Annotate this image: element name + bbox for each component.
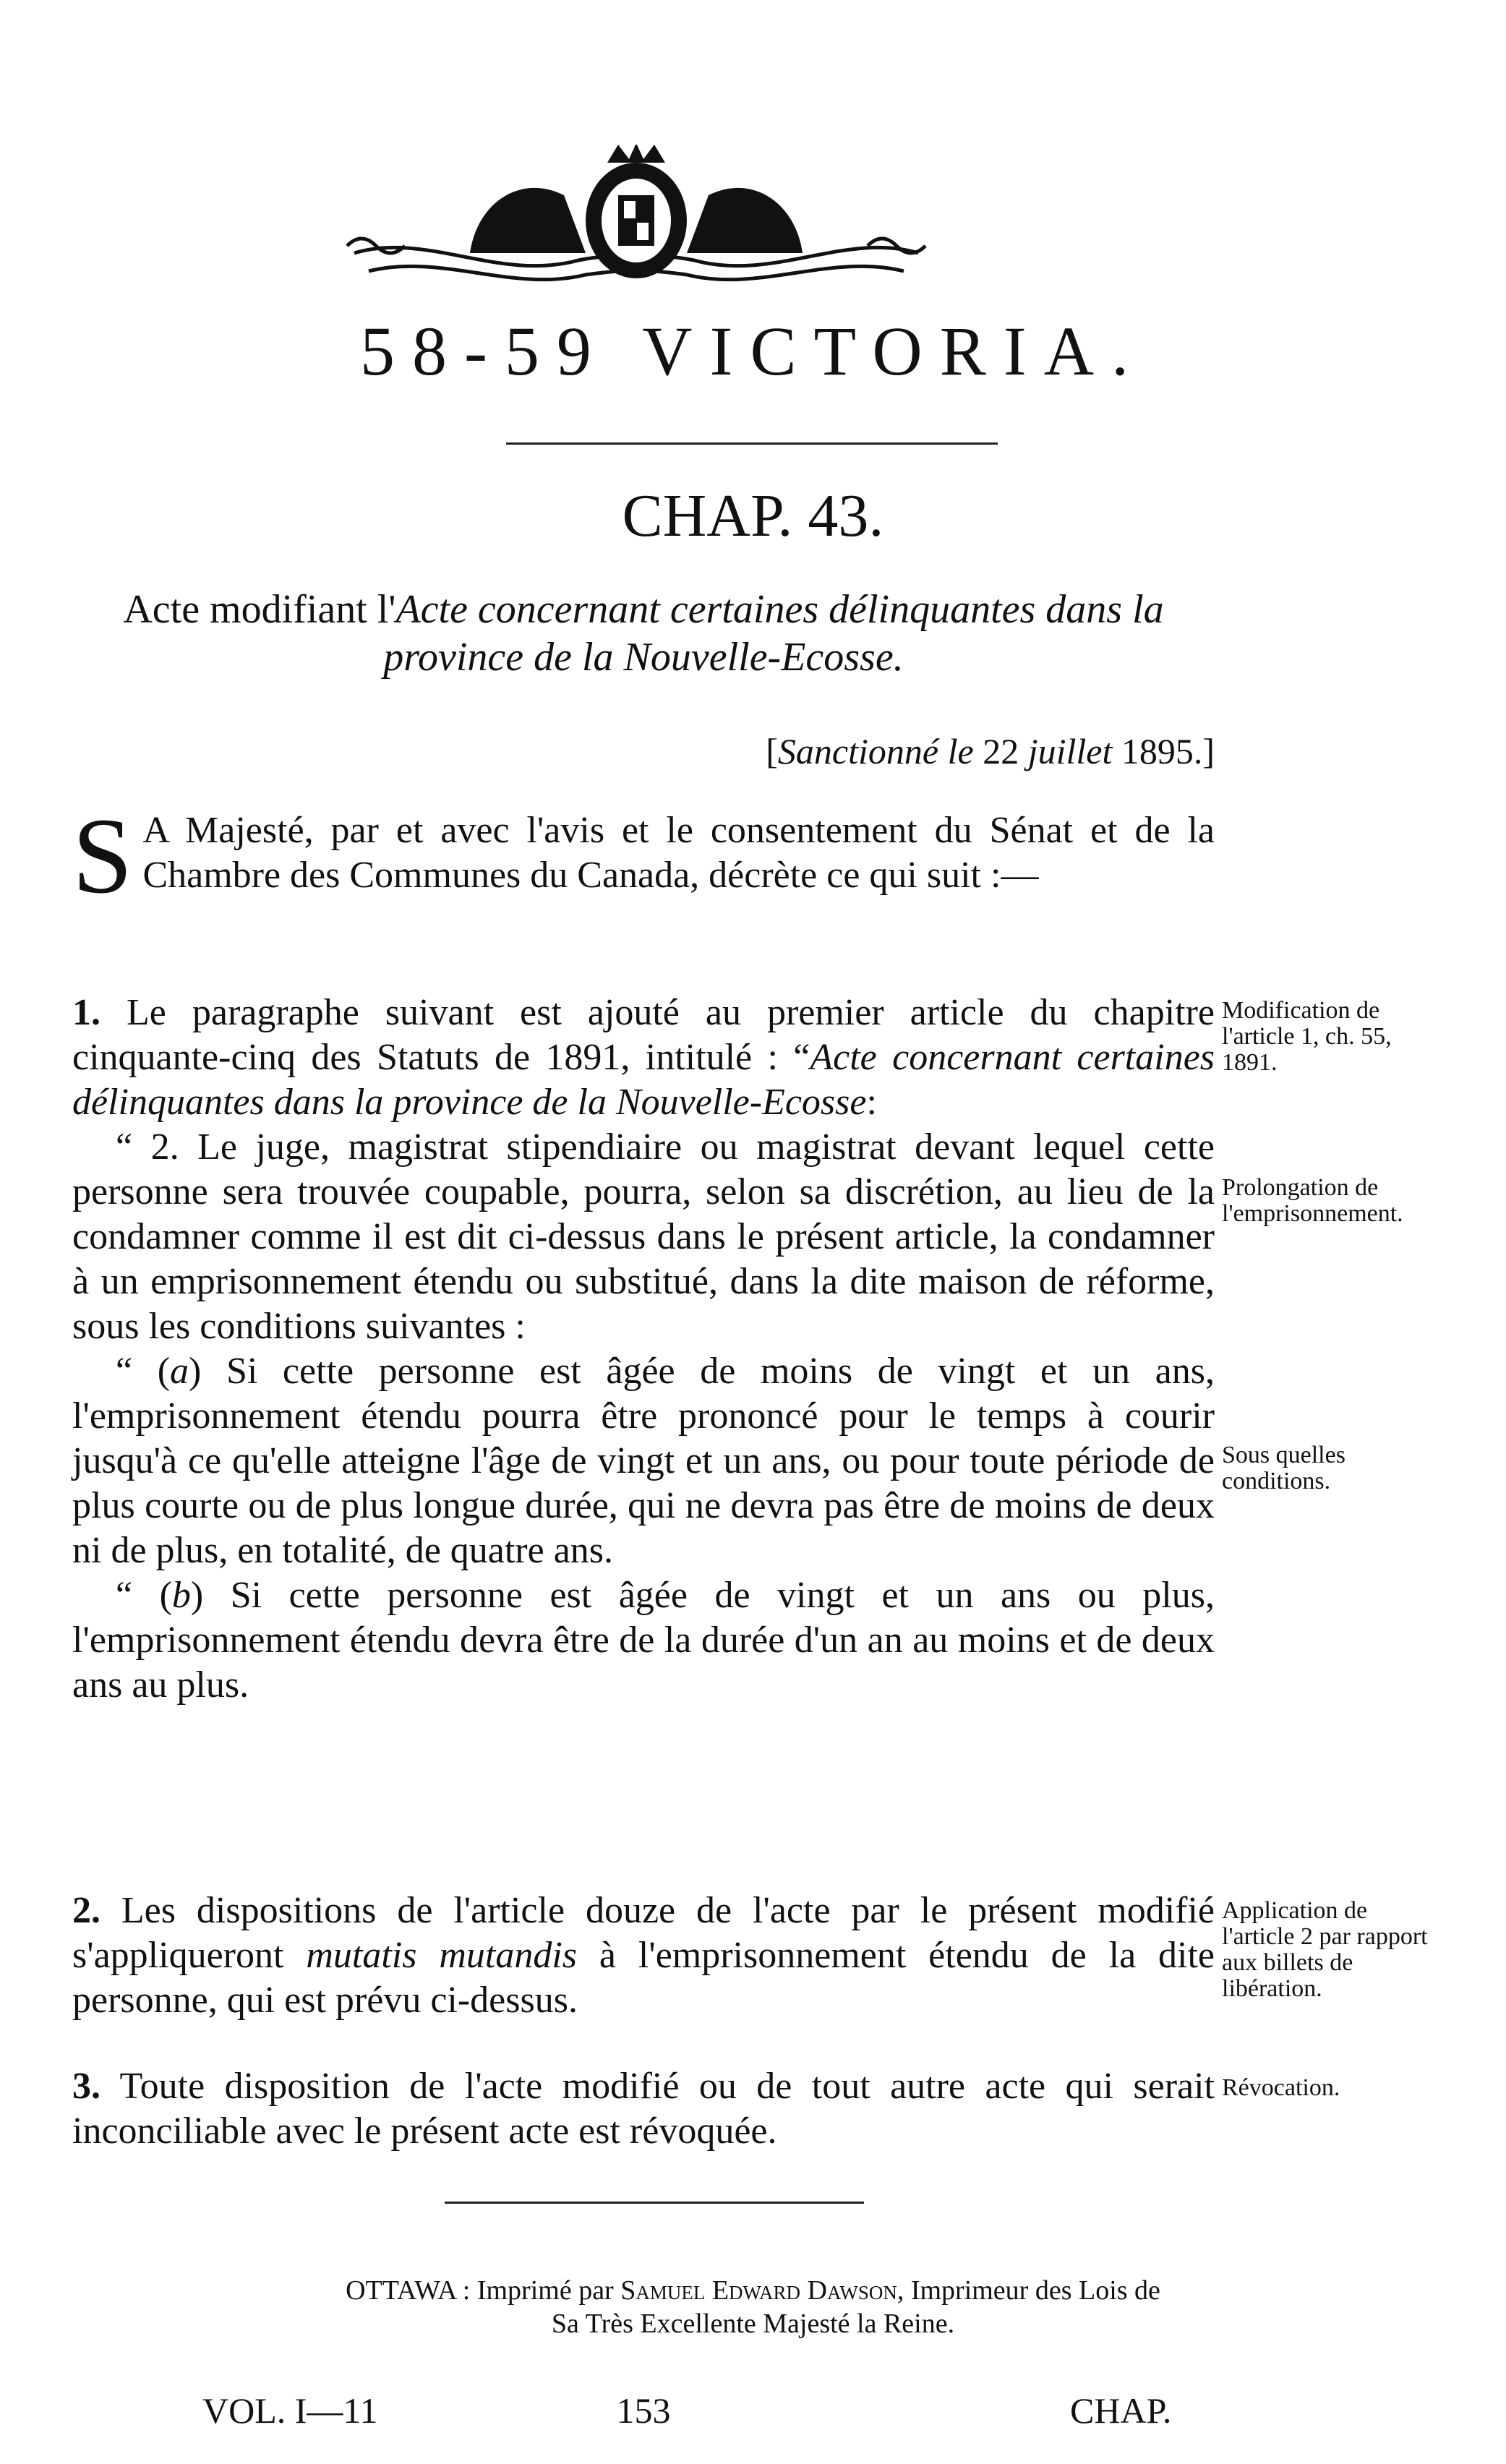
section-1-text-b: Acte concernant certaines délinquantes dans la province de la Nouvelle-Ecosse	[72, 1037, 1215, 1123]
paragraph-b	[72, 1573, 1215, 1708]
footer-line2: Sa Très Excellente Majesté la Reine.	[551, 2309, 955, 2339]
chapter-heading: CHAP. 43.	[622, 482, 884, 549]
act-title	[72, 586, 1215, 681]
marginal-note: Prolongation de l'emprisonnement.	[1222, 1174, 1403, 1227]
preamble-text: A Majesté, par et avec l'avis et le consentement du Sénat et de la Chambre des Communes du Canada, décrète ce qui suit :—	[142, 810, 1215, 896]
sanction-italic-b: juillet	[1027, 731, 1113, 771]
sanction-italic-a: Sanctionné le	[777, 731, 974, 771]
page-number: 153	[616, 2390, 671, 2431]
drop-cap: S	[72, 796, 133, 916]
section-2	[72, 1888, 1215, 2023]
divider	[506, 442, 998, 445]
marginal-note: Révocation.	[1222, 2074, 1340, 2101]
marginal-note: Application de l'article 2 par rapport aux billets de libération.	[1222, 1897, 1428, 2002]
sanction-day: 22	[983, 731, 1019, 771]
section-2-text-a: Les dispositions de l'article douze de l'acte par le présent modifié s'appliqueront	[72, 1890, 1215, 1976]
paragraph-a-open: “ (	[116, 1351, 171, 1392]
paragraph-a	[72, 1349, 1215, 1573]
paragraph-a-text: ) Si cette personne est âgée de moins de vingt et un ans, l'emprisonnement étendu pourra être prononcé pour le temps à courir jusqu'à ce qu'elle atteigne l'âge de vingt et un ans, ou pour toute période de plus courte ou de plus longue durée, qui ne devra pas être de moins de deux ni de plus, en totalité, de quatre ans.	[72, 1351, 1215, 1571]
section-number: 2.	[72, 1890, 100, 1931]
royal-crest-icon	[340, 145, 933, 300]
act-title-prefix: Acte modifiant l'	[123, 587, 396, 632]
paragraph-b-letter: b	[171, 1575, 191, 1616]
catchword: CHAP.	[1070, 2390, 1172, 2431]
paragraph-b-open: “ (	[116, 1575, 172, 1616]
section-1-text-c: :	[866, 1082, 877, 1123]
section-2-italic: mutatis mutandis	[306, 1935, 578, 1976]
section-number: 3.	[72, 2066, 100, 2107]
subsection-2: “ 2. Le juge, magistrat stipendiaire ou magistrat devant lequel cette personne sera trouvée coupable, pourra, selon sa discrétion, au lieu de la condamner comme il est dit ci-dessus dans le présent article, la condamner à un emprisonnement étendu ou substitué, dans la dite maison de réforme, sous les conditions suivantes :	[72, 1126, 1215, 1347]
paragraph-a-letter: a	[170, 1351, 189, 1392]
section-1	[72, 991, 1215, 1708]
marginal-note: Sous quelles conditions.	[1222, 1442, 1345, 1494]
act-title-italic: Acte concernant certaines délinquantes dans la province de la Nouvelle-Ecosse.	[383, 587, 1164, 680]
page-title: 58-59 VICTORIA.	[359, 312, 1147, 390]
marginal-note: Modification de l'article 1, ch. 55, 1891.	[1222, 997, 1392, 1076]
footer-line1-b: , Imprimeur des Lois de	[897, 2275, 1160, 2306]
sanction-date: [Sanctionné le 22 juillet 1895.]	[766, 731, 1215, 771]
printer-name: Samuel Edward Dawson	[620, 2275, 897, 2306]
footer-line1-a: OTTAWA : Imprimé par	[346, 2275, 614, 2306]
section-3	[72, 2064, 1215, 2154]
section-3-text: Toute disposition de l'acte modifié ou de tout autre acte qui serait inconciliable avec le présent acte est révoquée.	[72, 2066, 1215, 2152]
printer-footer	[0, 2274, 1506, 2340]
section-1-text-a: Le paragraphe suivant est ajouté au premier article du chapitre cinquante-cinq des Statuts de 1891, intitulé : “	[72, 992, 1215, 1078]
section-2-text-b: à l'emprisonnement étendu de la dite personne, qui est prévu ci-dessus.	[72, 1935, 1215, 2021]
section-number: 1.	[72, 992, 100, 1033]
paragraph-b-text: ) Si cette personne est âgée de vingt et un ans ou plus, l'emprisonnement étendu devra être de la durée d'un an au moins et de deux ans au plus.	[72, 1575, 1215, 1706]
section-1-intro	[72, 991, 1215, 1125]
divider	[445, 2202, 864, 2204]
preamble	[72, 796, 1215, 916]
sanction-year: 1895.	[1121, 731, 1203, 771]
volume-signature: VOL. I—11	[202, 2390, 378, 2431]
